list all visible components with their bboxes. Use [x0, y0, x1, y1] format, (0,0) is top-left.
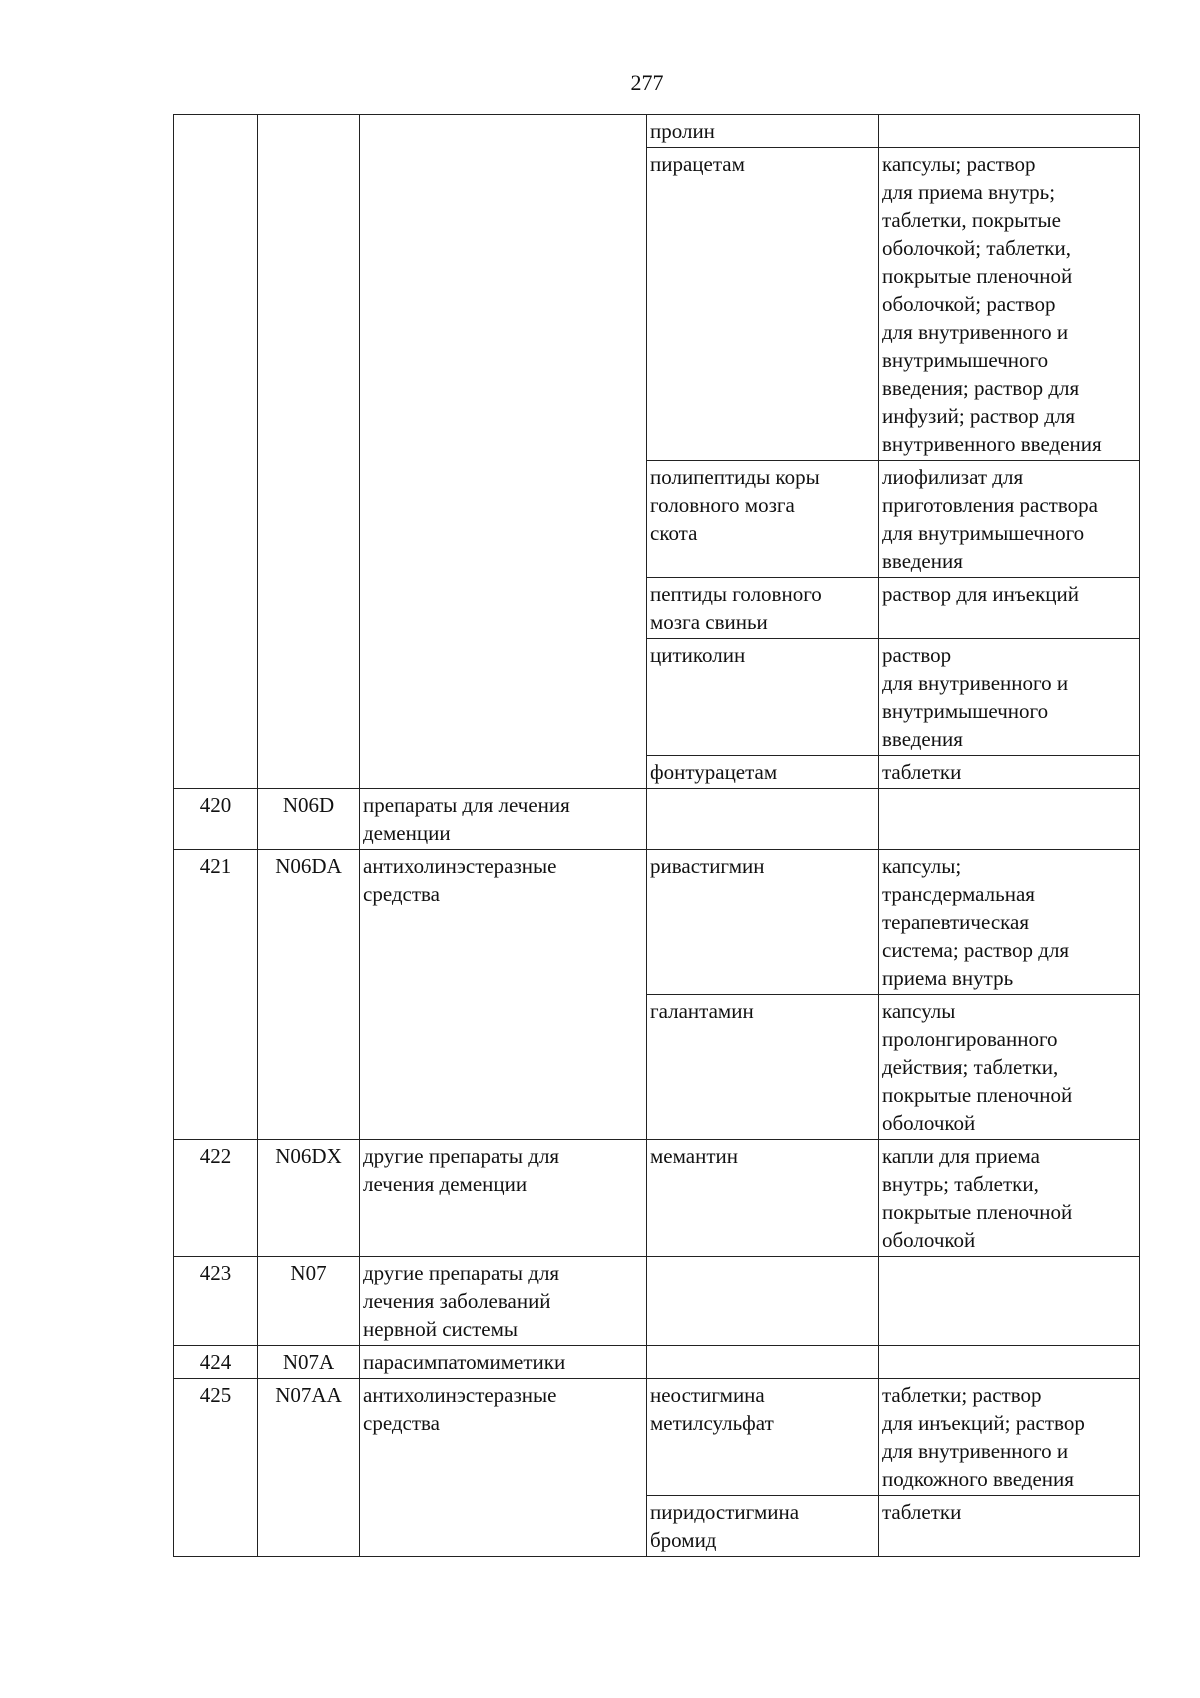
atc-code-cell: N07A [258, 1346, 360, 1379]
dosage-form-cell [879, 789, 1140, 850]
table-row [174, 1257, 1140, 1346]
atc-group-cell: препараты для лечения деменции [360, 789, 647, 850]
dosage-form-cell: раствор для инъекций [879, 578, 1140, 639]
atc-code-cell: N07 [258, 1257, 360, 1346]
inn-cell: полипептиды коры головного мозга скота [647, 461, 879, 578]
dosage-form-cell: раствор для внутривенного и внутримышечного введения [879, 639, 1140, 756]
inn-cell [647, 1346, 879, 1379]
inn-cell: ривастигмин [647, 850, 879, 995]
dosage-form-cell: лиофилизат для приготовления раствора для внутримышечного введения [879, 461, 1140, 578]
table-row [174, 1346, 1140, 1379]
atc-group-cell: другие препараты для лечения деменции [360, 1140, 647, 1257]
page-number: 277 [630, 70, 664, 95]
inn-cell: неостигмина метилсульфат [647, 1379, 879, 1496]
dosage-form-cell: капсулы; раствор для приема внутрь; таблетки, покрытые оболочкой; таблетки, покрытые пленочной оболочкой; раствор для внутривенного и внутримышечного введения; раствор для инфузий; раствор для внутривенного введения [879, 148, 1140, 461]
atc-code-cell: N06DX [258, 1140, 360, 1257]
inn-cell: пептиды головного мозга свиньи [647, 578, 879, 639]
table-row [174, 1379, 1140, 1496]
atc-code-cell: N06DA [258, 850, 360, 1140]
inn-cell [647, 789, 879, 850]
atc-group-cell: антихолинэстеразные средства [360, 1379, 647, 1557]
row-number-cell: 420 [174, 789, 258, 850]
row-number-cell [174, 115, 258, 789]
atc-code-cell [258, 115, 360, 789]
row-number-cell: 421 [174, 850, 258, 1140]
dosage-form-cell [879, 115, 1140, 148]
inn-cell: пирацетам [647, 148, 879, 461]
inn-cell [647, 1257, 879, 1346]
table-row [174, 850, 1140, 995]
atc-code-cell: N06D [258, 789, 360, 850]
atc-group-cell [360, 115, 647, 789]
inn-cell: цитиколин [647, 639, 879, 756]
dosage-form-cell: капли для приема внутрь; таблетки, покрытые пленочной оболочкой [879, 1140, 1140, 1257]
dosage-form-cell [879, 1257, 1140, 1346]
table-row [174, 115, 1140, 148]
inn-cell: галантамин [647, 995, 879, 1140]
inn-cell: пролин [647, 115, 879, 148]
dosage-form-cell: капсулы пролонгированного действия; таблетки, покрытые пленочной оболочкой [879, 995, 1140, 1140]
row-number-cell: 424 [174, 1346, 258, 1379]
atc-group-cell: парасимпатомиметики [360, 1346, 647, 1379]
row-number-cell: 425 [174, 1379, 258, 1557]
inn-cell: мемантин [647, 1140, 879, 1257]
inn-cell: фонтурацетам [647, 756, 879, 789]
atc-code-cell: N07AA [258, 1379, 360, 1557]
drug-list-table [173, 114, 1140, 1557]
dosage-form-cell: таблетки [879, 1496, 1140, 1557]
table-row [174, 789, 1140, 850]
row-number-cell: 423 [174, 1257, 258, 1346]
dosage-form-cell [879, 1346, 1140, 1379]
atc-group-cell: антихолинэстеразные средства [360, 850, 647, 1140]
row-number-cell: 422 [174, 1140, 258, 1257]
table-row [174, 1140, 1140, 1257]
inn-cell: пиридостигмина бромид [647, 1496, 879, 1557]
dosage-form-cell: таблетки; раствор для инъекций; раствор для внутривенного и подкожного введения [879, 1379, 1140, 1496]
dosage-form-cell: таблетки [879, 756, 1140, 789]
atc-group-cell: другие препараты для лечения заболеваний нервной системы [360, 1257, 647, 1346]
dosage-form-cell: капсулы; трансдермальная терапевтическая система; раствор для приема внутрь [879, 850, 1140, 995]
